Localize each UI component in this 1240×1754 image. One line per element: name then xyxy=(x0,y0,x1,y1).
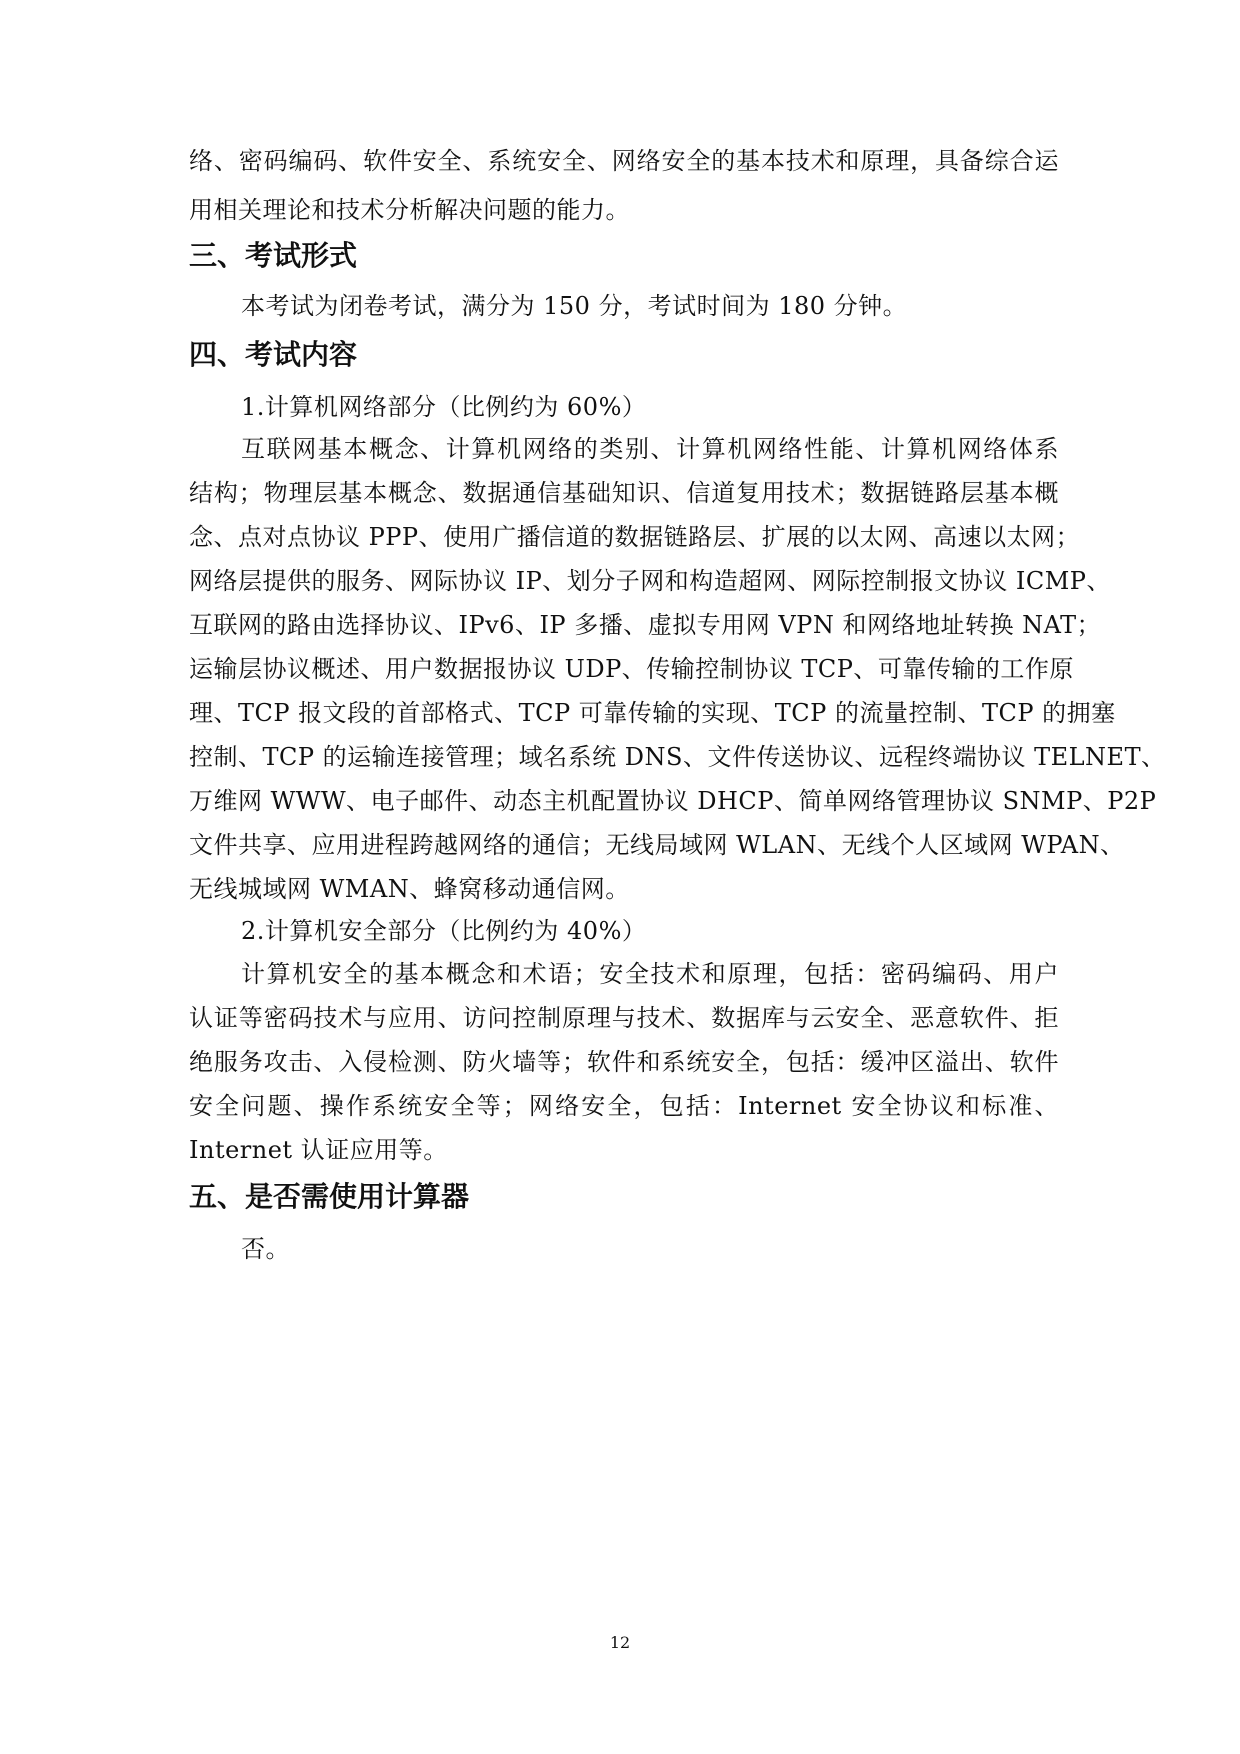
part1-line-10: 文件共享、应用进程跨越网络的通信；无线局域网 WLAN、无线个人区域网 WPAN、 xyxy=(189,831,1125,859)
part1-line-3: 念、点对点协议 PPP、使用广播信道的数据链路层、扩展的以太网、高速以太网； xyxy=(189,523,1081,551)
part1-line-6: 运输层协议概述、用户数据报协议 UDP、传输控制协议 TCP、可靠传输的工作原 xyxy=(189,655,1074,683)
intro-line-1: 络、密码编码、软件安全、系统安全、网络安全的基本技术和原理，具备综合运 xyxy=(189,147,1059,175)
part1-title: 1.计算机网络部分（比例约为 60%） xyxy=(241,393,647,421)
part2-line-4: 安全问题、操作系统安全等；网络安全，包括：Internet 安全协议和标准、 xyxy=(189,1092,1059,1120)
part2-line-5: Internet 认证应用等。 xyxy=(189,1136,448,1164)
intro-line-2: 用相关理论和技术分析解决问题的能力。 xyxy=(189,196,630,224)
part2-title: 2.计算机安全部分（比例约为 40%） xyxy=(241,917,647,945)
part1-line-2: 结构；物理层基本概念、数据通信基础知识、信道复用技术；数据链路层基本概 xyxy=(189,479,1059,507)
calculator-answer: 否。 xyxy=(241,1235,290,1263)
part1-line-7: 理、TCP 报文段的首部格式、TCP 可靠传输的实现、TCP 的流量控制、TCP 的拥塞 xyxy=(189,699,1116,727)
part1-line-1: 互联网基本概念、计算机网络的类别、计算机网络性能、计算机网络体系 xyxy=(241,435,1059,463)
section-heading-exam-content: 四、考试内容 xyxy=(189,338,358,371)
part1-line-11: 无线城域网 WMAN、蜂窝移动通信网。 xyxy=(189,875,630,903)
part1-line-9: 万维网 WWW、电子邮件、动态主机配置协议 DHCP、简单网络管理协议 SNMP、P2P xyxy=(189,787,1157,815)
part2-line-2: 认证等密码技术与应用、访问控制原理与技术、数据库与云安全、恶意软件、拒 xyxy=(189,1004,1059,1032)
part1-line-8: 控制、TCP 的运输连接管理；域名系统 DNS、文件传送协议、远程终端协议 TELNET、 xyxy=(189,743,1166,771)
part1-line-5: 互联网的路由选择协议、IPv6、IP 多播、虚拟专用网 VPN 和网络地址转换 NAT； xyxy=(189,611,1102,639)
exam-format-text: 本考试为闭卷考试，满分为 150 分，考试时间为 180 分钟。 xyxy=(241,292,908,320)
part2-line-3: 绝服务攻击、入侵检测、防火墙等；软件和系统安全，包括：缓冲区溢出、软件 xyxy=(189,1048,1059,1076)
part2-line-1: 计算机安全的基本概念和术语；安全技术和原理，包括：密码编码、用户 xyxy=(241,960,1059,988)
section-heading-calculator: 五、是否需使用计算器 xyxy=(189,1180,470,1213)
part1-line-4: 网络层提供的服务、网际协议 IP、划分子网和构造超网、网际控制报文协议 ICMP、 xyxy=(189,567,1111,595)
page-number: 12 xyxy=(609,1633,631,1652)
section-heading-exam-format: 三、考试形式 xyxy=(189,239,358,272)
